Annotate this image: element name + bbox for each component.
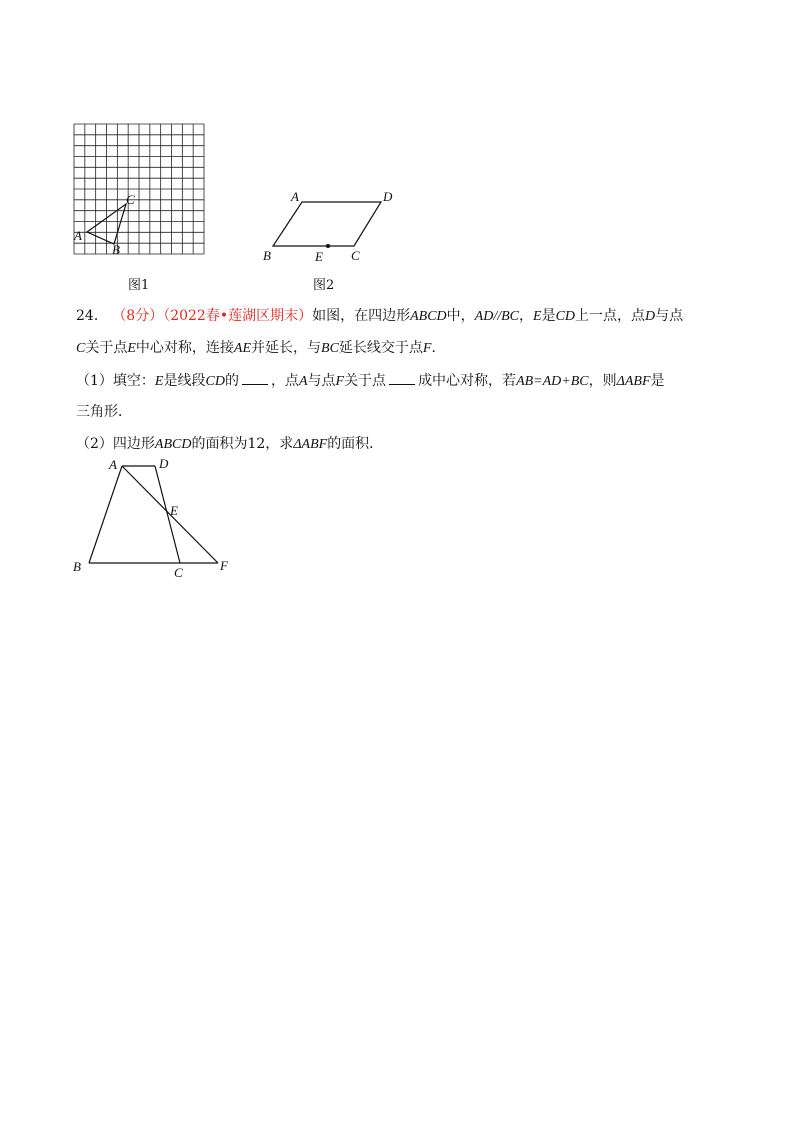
figure3-label-b: B: [73, 559, 81, 574]
problem-part-1-cont: 三角形．: [76, 404, 132, 420]
figure1-label-a: A: [74, 228, 82, 243]
figure2-label-a: A: [291, 189, 299, 204]
answer-blank-1[interactable]: [242, 370, 268, 385]
figure1-grid: [70, 120, 210, 260]
problem-source: （2022春•莲湖区期末）: [163, 308, 313, 324]
figure3-label-a: A: [109, 457, 117, 472]
figure2-parallelogram: [255, 185, 405, 265]
figure1-label-b: B: [112, 242, 120, 257]
figure2-label-d: D: [383, 189, 393, 204]
figure3-label-f: F: [220, 558, 228, 573]
figure2-caption: 图2: [313, 278, 335, 293]
problem-part-1: （1）填空：E是线段CD的 ，点A与点F关于点 成中心对称，若AB=AD+BC，则ΔABF是: [76, 370, 665, 392]
problem-part-2: （2）四边形ABCD的面积为12，求ΔABF的面积．: [76, 436, 384, 452]
figure1-caption: 图1: [128, 278, 150, 293]
figure2-label-b: B: [263, 248, 271, 263]
problem-score: （8分）: [112, 308, 164, 324]
figure1-label-c: C: [126, 192, 135, 207]
figure3-label-e: E: [170, 503, 178, 518]
figure3-label-d: D: [159, 456, 169, 471]
problem-line-1: 24． （8分）（2022春•莲湖区期末）如图，在四边形ABCD中，AD//BC，E是CD上一点，点D与点: [76, 308, 684, 324]
problem-line-2: C关于点E中心对称，连接AE并延长，与BC延长线交于点F．: [76, 340, 446, 356]
problem-number: 24．: [76, 308, 108, 324]
answer-blank-2[interactable]: [389, 370, 415, 385]
figure2-label-c: C: [351, 248, 360, 263]
figure3-trapezoid: [68, 453, 243, 578]
figure3-label-c: C: [174, 565, 183, 578]
figure2-label-e: E: [315, 249, 323, 264]
